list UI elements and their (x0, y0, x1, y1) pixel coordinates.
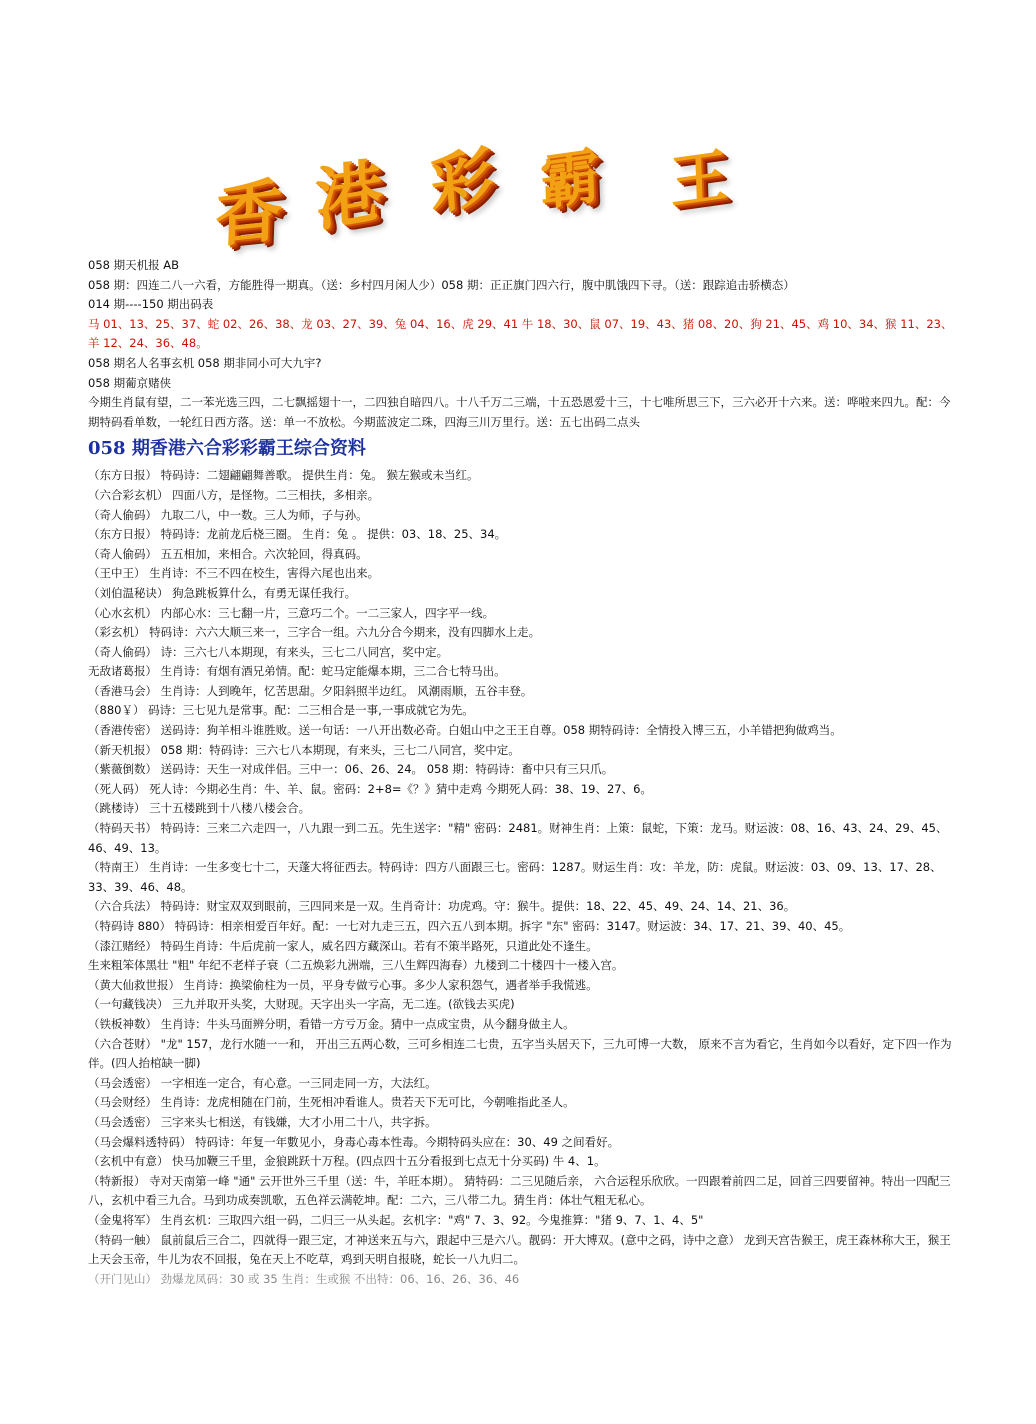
entry-item: （一句藏钱决） 三九并取开头奖，大财现。天字出头一字高，无二连。(欲钱去买虎) (88, 997, 515, 1012)
entry-item: （特新报） 寺对天南第一峰 "通" 云开世外三千里（送：牛，羊旺本期）。 猜特码：二三见随后亲， 六合运程乐欣欣。一四跟着前四二足，回首三四要留神。特出一四配三八，玄机中看三九合。马到功成奏凯歌，五色祥云满乾坤。配：二六，三八带二九。猜生肖：体壮气粗无私心。 (88, 1173, 951, 1208)
entry-item: （漆江赌经） 特码生肖诗：牛后虎前一家人，威名四方藏深山。若有不策半路死，只道此处不逢生。 (88, 938, 598, 953)
entry-item: （香港马会） 生肖诗：人到晚年，忆苦思甜。夕阳斜照半边红。 风潮雨顺，五谷丰登。 (88, 683, 533, 698)
prediction-paragraph: 今期生肖鼠有望，二一苯光选三四，二七飘摇翅十一，二四独自暗四八。十八千万二三端，十五恐恩爱十三，十七唯所思三下，三六必开十六来。送：哗啦来四九。配：今期特码看单数，一轮红日西方落。送：单一不放松。今期蓝波定二珠，四海三川万里行。送：五七出码二点头 (88, 395, 951, 429)
intro-line: 058 期：四连二八一六看，方能胜得一期真。（送：乡村四月闲人少）058 期：正正旗门四六行，腹中肌饿四下寻。（送：跟踪追击骄横态） (88, 277, 795, 292)
entry-item: （刘伯温秘诀） 狗急跳板算什么，有勇无谋任我行。 (88, 585, 357, 600)
entry-item: （马会爆料透特码） 特码诗：年复一年數见小，身毒心毒本性毒。今期特码头应在：30、49 之间看好。 (88, 1134, 620, 1149)
intro-line: 058 期名人名事玄机 058 期非同小可大九宇? (88, 355, 322, 370)
entry-item: （王中王） 生肖诗：不三不四在校生，害得六尾也出来。 (88, 566, 380, 581)
entry-item: （880￥） 码诗：三七见九是常事。配：二三相合是一事,一事成就它为先。 (88, 703, 474, 718)
intro-line: 058 期葡京赌侠 (88, 375, 172, 390)
banner-char: 霸 (539, 140, 601, 220)
entry-item: （香港传密） 送码诗：狗羊相斗谁胜败。送一句话：一八开出数必奇。白姐山中之王王自尊。058 期特码诗：全情投入博三五，小羊错把狗做鸡当。 (88, 723, 842, 738)
entry-item: （马会透密） 三字来头七相送，有钱嫌，大才小用二十八，共字拆。 (88, 1114, 437, 1129)
entry-item: （东方日报） 特码诗：龙前龙后桡三圈。 生肖：兔 。 提供：03、18、25、34。 (88, 527, 507, 542)
entry-item: （心水玄机） 内部心水：三七翻一片，三意巧二个。一二三家人，四字平一线。 (88, 605, 495, 620)
banner-char: 香 (213, 170, 285, 258)
entry-item: 无敌诸葛报） 生肖诗：有烟有酒兄弟情。配：蛇马定能爆本期，三二合七特马出。 (88, 664, 506, 679)
banner-char: 港 (314, 149, 384, 243)
entry-item: （跳楼诗） 三十五楼跳到十八楼八楼会合。 (88, 801, 311, 816)
entry-item: （紫薇倒数） 送码诗：天生一对成伴侣。三中一：06、26、24。 058 期：特码诗：畜中只有三只爪。 (88, 762, 614, 777)
entry-item: 生来粗笨体黑壮 "粗" 年纪不老样子衰（二五焕彩九洲端，三八生辉四海春）九楼到二十楼四十一楼入宫。 (88, 958, 624, 973)
entry-item: （马会财经） 生肖诗：龙虎相随在门前，生死相冲看谁人。贵若天下无可比，今朝唯指此圣人。 (88, 1095, 575, 1110)
entry-item: （黄大仙救世报） 生肖诗：换梁偷柱为一员，平身专做亏心事。多少人家积怨气，遇者举手我慌逃。 (88, 977, 598, 992)
entry-item: （特码一触） 鼠前鼠后三合二，四就得一跟三定，才神送来五与六，跟起中三是六八。靓码：开大博双。(意中之码，诗中之意） 龙到天宫告猴王，虎王森林称大王，猴王上天会玉帝，牛儿为农不回报，兔在天上不吃草，鸡到天明自报晓，蛇长一八九归二。 (88, 1232, 951, 1267)
entry-list (88, 466, 958, 1269)
code-table: 马 01、13、25、37、蛇 02、26、38、龙 03、27、39、兔 04、16、虎 29、41 牛 18、30、鼠 07、19、43、猪 08、20、狗 21、45、鸡 10、34、猴 11、23、羊 12、24、36、48。 (88, 316, 953, 351)
entry-item: （金鬼将军） 生肖玄机：三取四六组一码，二归三一从头起。玄机字："鸡" 7、3、92。今鬼推算："猪 9、7、1、4、5" (88, 1212, 704, 1227)
entry-item: （东方日报） 特码诗：二翅翩翩舞善歌。 提供生肖：兔。 猴左猴或未当红。 (88, 468, 479, 483)
entry-item: （特码天书） 特码诗：三来二六走四一，八九跟一到二五。先生送字："精" 密码：2481。财神生肖：上策：鼠蛇，下策：龙马。财运波：08、16、43、24、29、45、46、49、13。 (88, 821, 948, 855)
entry-item: （六合兵法） 特码诗：财宝双双到眼前，三四同来是一双。生肖奇计：功虎鸡。守：猴牛。提供：18、22、45、49、24、14、21、36。 (88, 899, 796, 914)
entry-item: （彩玄机） 特码诗：六六大顺三来一，三字合一组。六九分合今期来，没有四脚水上走。 (88, 625, 541, 640)
entry-item: （特南王） 生肖诗：一生多变七十二，天蓬大将征西去。特码诗：四方八面跟三七。密码：1287。财运生肖：攻：羊龙，防：虎鼠。财运波：03、09、13、17、28、33、39、46、48。 (88, 860, 942, 894)
intro-line: 014 期----150 期出码表 (88, 297, 214, 312)
section-heading: 058 期香港六合彩彩霸王综合资料 (88, 438, 366, 460)
entry-item: （玄机中有意） 快马加鞭三千里，金狼跳跃十万程。(四点四十五分看报到七点无十分买码) 牛 4、1。 (88, 1154, 606, 1169)
entry-item: （六合苍财） "龙" 157，龙行水随一一和， 开出三五两心数，三可乡相连二七贵，五字当头居天下，三九可博一大数， 原来不言为看它，生肖如今以看好，定下四一作为伴。(四人抬棺缺一脚) (88, 1036, 952, 1071)
entry-item: （奇人偷码） 九取二八，中一数。三人为师，子与孙。 (88, 507, 368, 522)
entry-item: （奇人偷码） 诗：三六七八本期现，有来头，三七二八同宫，奖中定。 (88, 644, 449, 659)
banner-logo (205, 138, 775, 260)
entry-item: （马会透密） 一字相连一定合，有心意。一三同走同一方，大法红。 (88, 1075, 437, 1090)
entry-item: （死人码） 死人诗：今期必生肖：牛、羊、鼠。密码：2+8=《？》猜中走鸡 今期死人码：38、19、27、6。 (88, 781, 652, 796)
entry-item: （特码诗 880） 特码诗：相亲相爱百年好。配：一七对九走三五，四六五八到本期。拆字 "东" 密码：3147。财运波：34、17、21、39、40、45。 (88, 919, 851, 933)
intro-line: 058 期天机报 AB (88, 258, 180, 272)
banner-char: 彩 (427, 138, 497, 225)
entry-item: （铁板神数） 生肖诗：牛头马面辨分明，看错一方亏万金。猜中一点成宝贵，从今翻身做主人。 (88, 1016, 575, 1031)
banner-char: 王 (669, 140, 729, 218)
document-body (88, 256, 958, 1284)
entry-item: （六合彩玄机） 四面八方，是怪物。二三相扶，多相亲。 (88, 487, 380, 502)
entry-cutoff: （开门见山） 劲爆龙凤码：30 或 35 生肖：生或猴 不出特：06、16、26、36、46 (88, 1271, 520, 1284)
entry-item: （奇人偷码） 五五相加，来相合。六次轮回，得真码。 (88, 546, 368, 561)
entry-item: （新天机报） 058 期：特码诗：三六七八本期现，有来头，三七二八同宫，奖中定。 (88, 742, 520, 757)
